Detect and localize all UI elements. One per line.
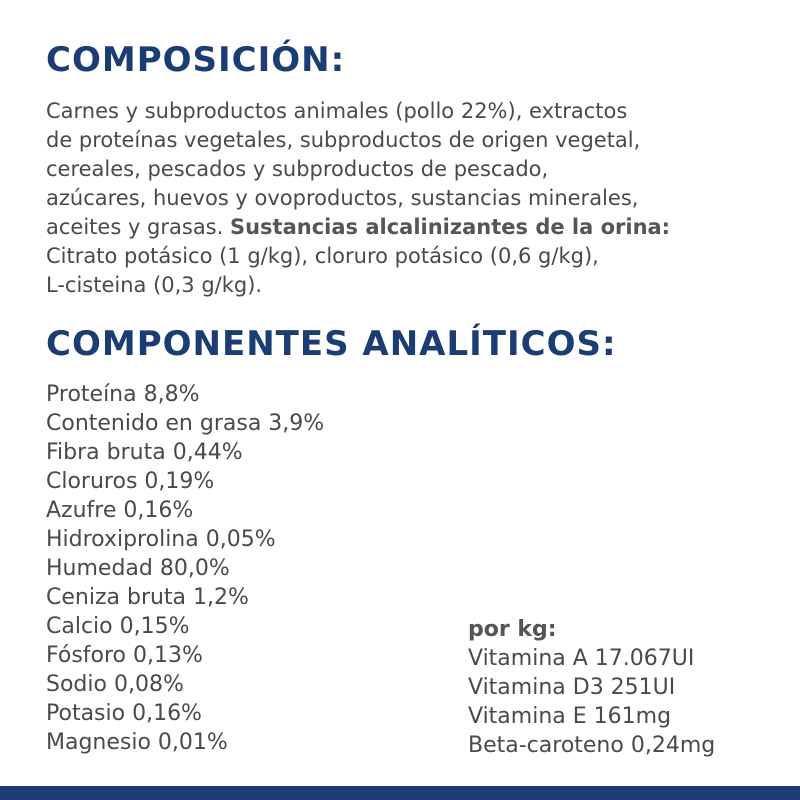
list-item: Fibra bruta 0,44% <box>46 440 243 465</box>
list-item: Magnesio 0,01% <box>46 730 228 755</box>
alkalinizing-substances-label: Sustancias alcalinizantes de la orina: <box>229 215 671 239</box>
composicion-line-text: aceites y grasas. <box>46 215 230 239</box>
list-item: Azufre 0,16% <box>46 498 194 523</box>
composicion-line: azúcares, huevos y ovoproductos, sustancias minerales, <box>46 186 639 210</box>
composicion-line: Carnes y subproductos animales (pollo 22%), extractos <box>46 99 628 123</box>
composicion-line: cereales, pescados y subproductos de pescado, <box>46 157 549 181</box>
list-item: Hidroxiprolina 0,05% <box>46 527 276 552</box>
list-item: Vitamina A 17.067UI <box>468 646 695 671</box>
composicion-line: de proteínas vegetales, subproductos de origen vegetal, <box>46 128 641 152</box>
footer-bar <box>0 786 800 800</box>
per-kg-title: por kg: <box>468 617 557 642</box>
composicion-line: L-cisteina (0,3 g/kg). <box>46 273 263 297</box>
list-item: Cloruros 0,19% <box>46 469 215 494</box>
list-item: Beta-caroteno 0,24mg <box>468 733 716 758</box>
composicion-line: Citrato potásico (1 g/kg), cloruro potásico (0,6 g/kg), <box>46 244 599 268</box>
list-item: Calcio 0,15% <box>46 614 190 639</box>
per-kg-list <box>468 615 715 760</box>
list-item: Potasio 0,16% <box>46 701 202 726</box>
composicion-line <box>46 213 786 242</box>
list-item: Contenido en grasa 3,9% <box>46 411 325 436</box>
composicion-paragraph <box>46 97 786 300</box>
list-item: Vitamina E 161mg <box>468 704 672 729</box>
list-item: Proteína 8,8% <box>46 382 200 407</box>
list-item: Sodio 0,08% <box>46 672 184 697</box>
analytical-components-list <box>46 380 324 757</box>
list-item: Vitamina D3 251UI <box>468 675 676 700</box>
list-item: Ceniza bruta 1,2% <box>46 585 249 610</box>
list-item: Humedad 80,0% <box>46 556 230 581</box>
composicion-heading: COMPOSICIÓN: <box>46 40 346 80</box>
componentes-heading: COMPONENTES ANALÍTICOS: <box>46 324 617 364</box>
list-item: Fósforo 0,13% <box>46 643 203 668</box>
